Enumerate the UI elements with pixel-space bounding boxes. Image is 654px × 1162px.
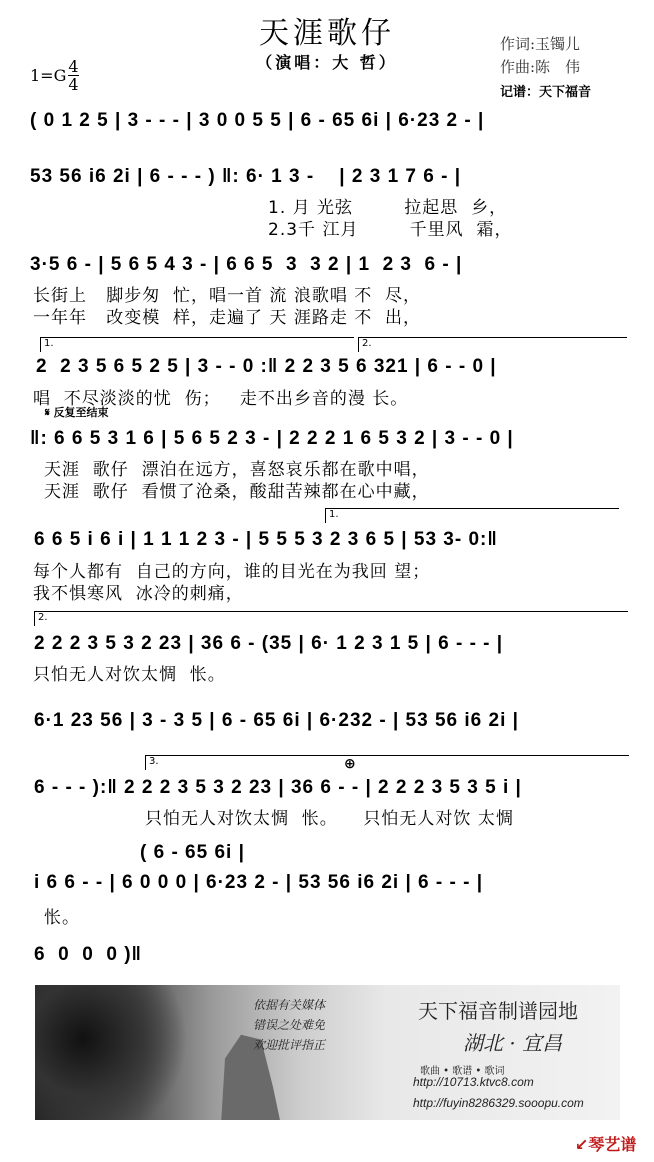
disclaimer-text: 依据有关媒体 错误之处难免 欢迎批评指正	[253, 998, 326, 1052]
key-signature	[30, 58, 79, 93]
site-url-2[interactable]: http://fuyin8286329.sooopu.com	[413, 1096, 584, 1110]
score-line-9: 6 - - - ):‖ 2 2 2 3 5 3 2 23 | 36 6 - - | 2 2 2 3 5 3 5 i |	[34, 777, 522, 798]
score-line-7: 2 2 2 3 5 3 2 23 | 36 6 - (35 | 6· 1 2 3 1 5 | 6 - - - |	[34, 633, 504, 654]
lyric-line-9: 只怕无人对饮太惆 怅。 只怕无人对饮 太惆	[145, 809, 514, 829]
volta-1b: 1.	[325, 508, 619, 523]
score-line-10: i 6 6 - - | 6 0 0 0 | 6·23 2 - | 53 56 i6 2i | 6 - - - |	[34, 872, 484, 893]
score-line-6: 6 6 5 i 6 i | 1 1 1 2 3 - | 5 5 5 3 2 3 6 5 | 53 3- 0:‖	[34, 529, 498, 550]
lyric-line-7: 只怕无人对饮太惆 怅。	[33, 665, 226, 685]
time-signature: $\frac{4}{4}$	[68, 57, 79, 94]
site-url-1[interactable]: http://10713.ktvc8.com	[413, 1075, 534, 1089]
lyric-line-6-verse-1: 每个人都有 自己的方向，谁的目光在为我回 望；	[33, 562, 431, 582]
score-line-3: 3·5 6 - | 5 6 5 4 3 - | 6 6 5 3 3 2 | 1 2 3 6 - |	[30, 254, 463, 275]
pine-tree-image	[35, 985, 195, 1120]
singer-credit: （演唱：大 哲）	[256, 53, 398, 72]
score-line-5: ‖: 6 6 5 3 1 6 | 5 6 5 2 3 - | 2 2 2 1 6 5 3 2 | 3 - - 0 |	[30, 428, 514, 449]
score-line-4: 2 2 3 5 6 5 2 5 | 3 - - 0 :‖ 2 2 3 5 6 321 | 6 - - 0 |	[36, 356, 497, 377]
composer-credit: 作曲:陈 伟	[500, 58, 581, 76]
site-name: 天下福音制谱园地	[418, 999, 578, 1023]
volta-3: 3.	[145, 755, 629, 770]
transcriber-credit: 记谱：天下福音	[500, 85, 592, 100]
score-line-10-alternate: ( 6 - 65 6i |	[140, 842, 245, 863]
volta-1: 1.	[40, 337, 354, 352]
score-line-2: 53 56 i6 2i | 6 - - - ) ‖: 6· 1 3 - | 2 3 1 7 6 - |	[30, 166, 462, 187]
watermark-logo: ↙琴艺谱	[575, 1135, 637, 1154]
lyricist-credit: 作词:玉镯儿	[500, 35, 581, 53]
segno-marker: 𝄋 反复至结束	[45, 406, 109, 419]
lyric-line-10: 怅。	[44, 908, 80, 928]
score-line-11: 6 0 0 0 )‖	[34, 944, 142, 965]
song-title: 天涯歌仔	[259, 16, 395, 51]
lyric-line-2-verse-1: 1. 月 光弦 拉起思 乡，	[268, 198, 508, 218]
lyric-line-5-verse-1: 天涯 歌仔 漂泊在远方，喜怒哀乐都在歌中唱，	[44, 460, 430, 480]
lyric-line-6-verse-2: 我不惧寒风 冰冷的刺痛，	[33, 584, 244, 604]
score-line-1: ( 0 1 2 5 | 3 - - - | 3 0 0 5 5 | 6 - 65 6i | 6·23 2 - |	[30, 110, 485, 131]
logo-icon: ↙	[575, 1135, 589, 1154]
lyric-line-5-verse-2: 天涯 歌仔 看惯了沧桑，酸甜苦辣都在心中藏，	[44, 482, 430, 502]
segno-icon: 𝄋	[45, 406, 54, 419]
footer-banner	[35, 985, 620, 1120]
site-categories: 歌曲 • 歌谱 • 歌词	[420, 1066, 505, 1077]
score-line-8: 6·1 23 56 | 3 - 3 5 | 6 - 65 6i | 6·232 - | 53 56 i6 2i |	[34, 710, 519, 731]
lyric-line-3-verse-1: 长街上 脚步匆 忙，唱一首 流 浪歌唱 不 尽，	[33, 286, 422, 306]
key-label: 1=G	[30, 66, 67, 85]
coda-icon: ⊕	[344, 756, 356, 772]
lyric-line-3-verse-2: 一年年 改变模 样，走遍了 天 涯路走 不 出，	[33, 308, 422, 328]
volta-2b: 2.	[34, 611, 628, 626]
lyric-line-4: 唱 不尽淡淡的忧 伤； 走不出乡音的漫 长。	[33, 389, 409, 409]
volta-2: 2.	[358, 337, 627, 352]
site-location: 湖北 · 宜昌	[463, 1031, 563, 1055]
lyric-line-2-verse-2: 2.3千 江月 千里风 霜，	[268, 220, 513, 240]
